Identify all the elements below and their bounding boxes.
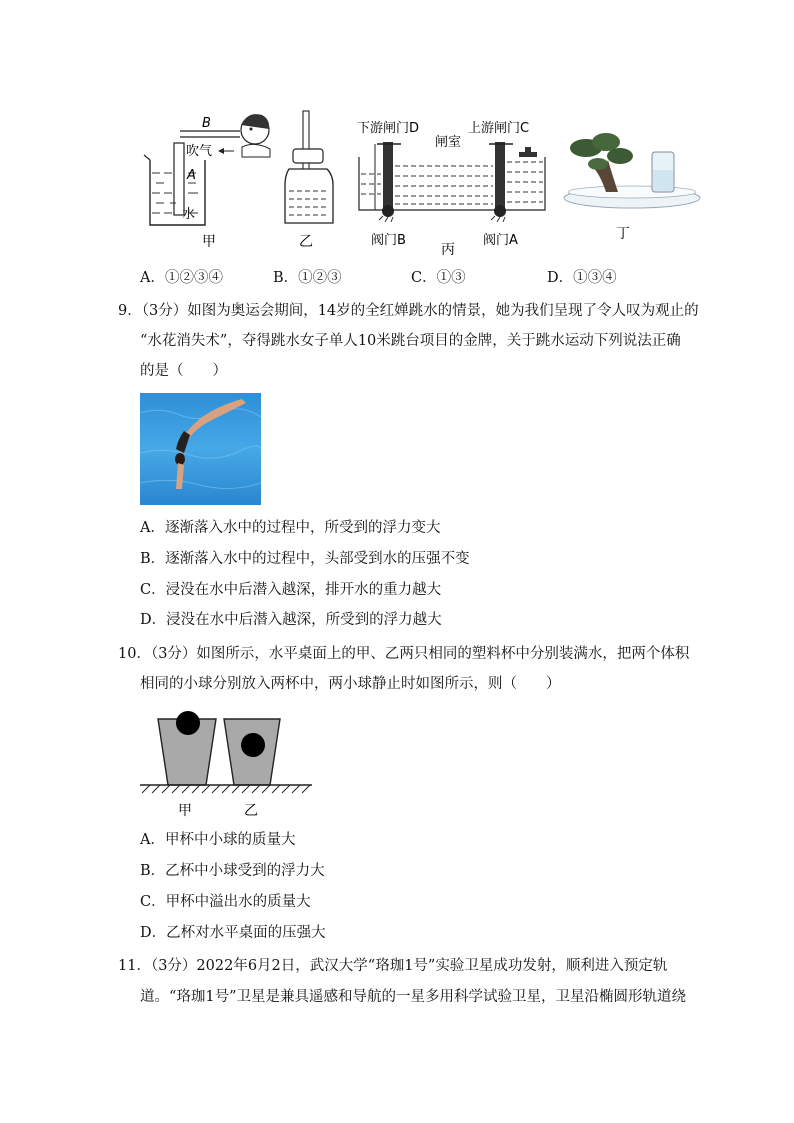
- q9-diver-photo: [140, 393, 261, 505]
- q9-option-c[interactable]: C．浸没在水中后潜入越深，排开水的重力越大: [140, 582, 442, 598]
- ball-yi: [241, 733, 265, 757]
- q9-stem-line-3: 的是（ ）: [140, 363, 227, 379]
- q9-stem-line-1: 9．（3分）如图为奥运会期间，14岁的全红婵跳水的情景，她为我们呈现了令人叹为观止的: [118, 303, 699, 319]
- figure-bing-label: 丙: [441, 242, 455, 258]
- q8-option-d[interactable]: D．①③④: [547, 270, 617, 286]
- q11-stem-line-1: 11．（3分）2022年6月2日，武汉大学“珞珈1号”实验卫星成功发射，顺利进入预定轨: [118, 958, 668, 974]
- q10-stem-line-1: 10．（3分）如图所示，水平桌面上的甲、乙两只相同的塑料杯中分别装满水，把两个体积: [118, 646, 690, 662]
- ball-jia: [176, 711, 200, 735]
- q8-option-a[interactable]: A．①②③④: [140, 270, 223, 286]
- q8-option-b[interactable]: B．①②③: [273, 270, 342, 286]
- tube-a-label: A: [187, 168, 196, 183]
- q9-option-b[interactable]: B．逐渐落入水中的过程中，头部受到水的压强不变: [140, 551, 470, 567]
- valve-a-label: 阀门A: [483, 233, 518, 248]
- q8-option-c[interactable]: C．①③: [411, 270, 466, 286]
- lock-chamber-label: 闸室: [435, 135, 462, 150]
- q10-option-a[interactable]: A．甲杯中小球的质量大: [140, 832, 296, 848]
- figure-bing-ship-lock: [355, 112, 550, 262]
- water-label: 水: [182, 207, 196, 222]
- cup-yi-label: 乙: [244, 803, 258, 819]
- figure-ding-bonsai-fountain: [560, 130, 705, 245]
- upstream-gate-label: 上游闸门C: [468, 121, 530, 136]
- figure-yi-label: 乙: [299, 234, 313, 250]
- blow-label: 吹气: [186, 144, 213, 159]
- valve-b-label: 阀门B: [371, 233, 406, 248]
- tube-b-label: B: [202, 116, 211, 131]
- figure-ding-label: 丁: [616, 226, 630, 242]
- cup-jia-label: 甲: [178, 803, 192, 819]
- q11-stem-line-2: 道。“珞珈1号”卫星是兼具遥感和导航的一星多用科学试验卫星，卫星沿椭圆形轨道绕: [140, 989, 687, 1005]
- q10-cups-figure: [140, 705, 320, 825]
- figure-jia-label: 甲: [202, 234, 216, 250]
- figure-yi-bottle-barometer: [275, 105, 345, 255]
- q10-option-d[interactable]: D．乙杯对水平桌面的压强大: [140, 925, 326, 941]
- figure-jia-blowing-experiment: [130, 105, 280, 255]
- q10-option-b[interactable]: B．乙杯中小球受到的浮力大: [140, 863, 325, 879]
- q9-option-d[interactable]: D．浸没在水中后潜入越深，所受到的浮力越大: [140, 612, 442, 628]
- q10-stem-line-2: 相同的小球分别放入两杯中，两小球静止时如图所示，则（ ）: [140, 676, 561, 692]
- downstream-gate-label: 下游闸门D: [357, 121, 420, 136]
- q10-option-c[interactable]: C．甲杯中溢出水的质量大: [140, 894, 311, 910]
- q9-stem-line-2: “水花消失术”，夺得跳水女子单人10米跳台项目的金牌，关于跳水运动下列说法正确: [140, 333, 681, 349]
- q9-option-a[interactable]: A．逐渐落入水中的过程中，所受到的浮力变大: [140, 520, 441, 536]
